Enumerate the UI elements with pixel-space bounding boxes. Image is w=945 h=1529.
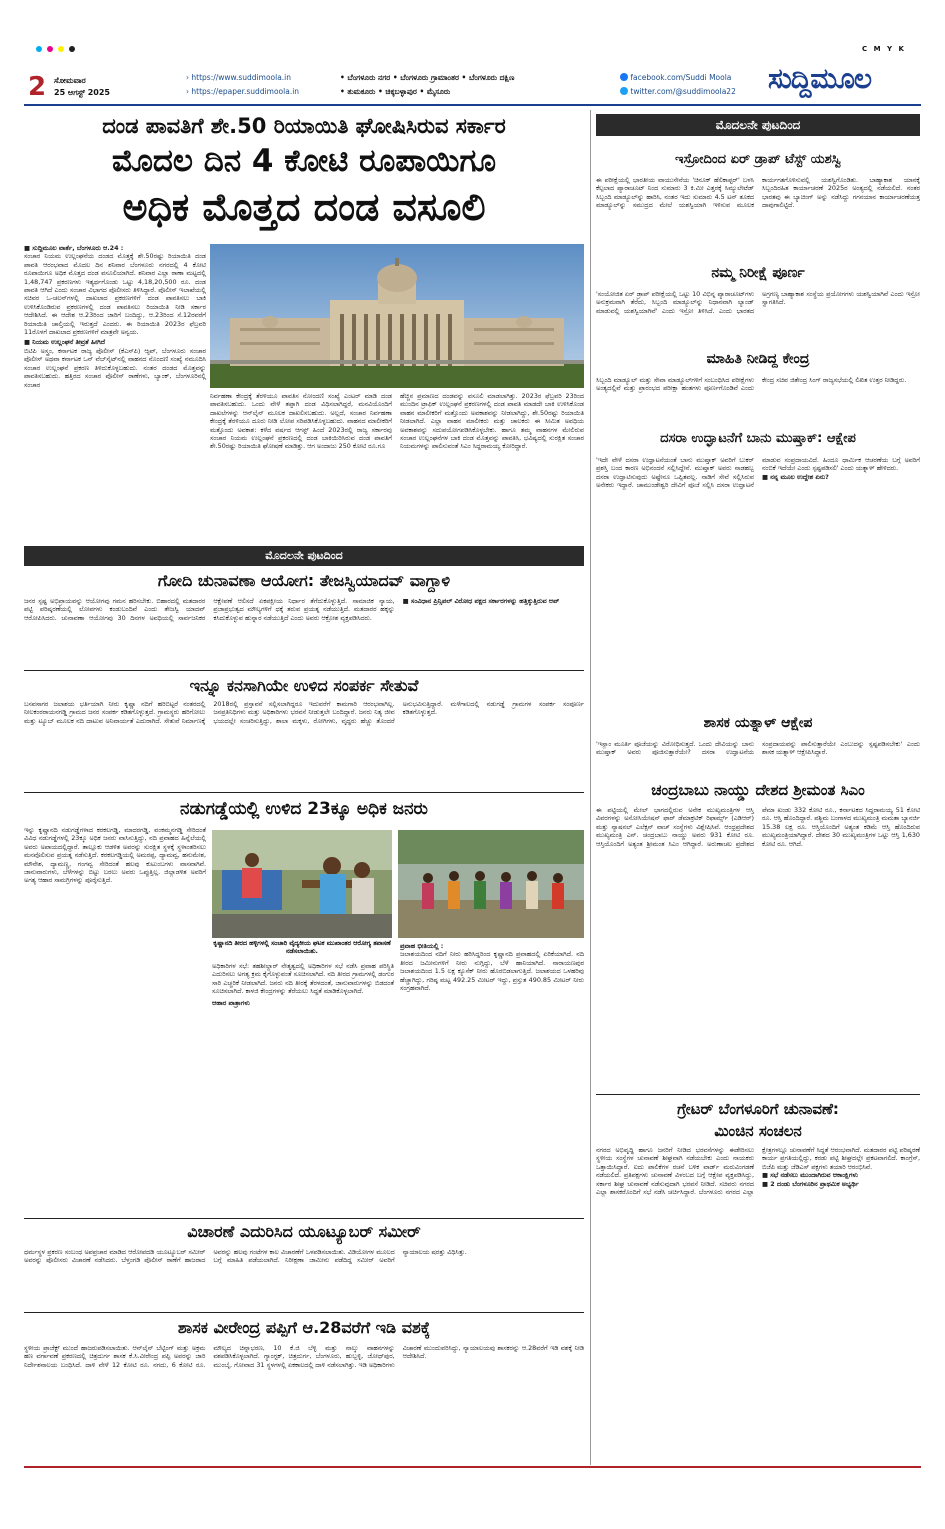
story7-rule (596, 1094, 920, 1095)
cmyk-dot-cyan (36, 46, 42, 52)
facebook-link[interactable]: facebook.com/Suddi Moola (620, 71, 736, 85)
epaper-link[interactable]: › https://epaper.suddimoola.in (186, 87, 300, 96)
story1-title: ಇಸ್ರೋದಿಂದ ಏರ್ ಡ್ರಾಪ್ ಟೆಸ್ಟ್ ಯಶಸ್ವಿ (675, 152, 841, 167)
section4-photo-caption: ಕೃಷ್ಣಾನದಿ ತೀರದ ಹಳ್ಳಿಗಳಲ್ಲಿ ಸಂಚಾರಿ ವೈದ್ಯಕೀಯ ಘಟಕ ಮುಖಾಂತರ ಆರೋಗ್ಯ ತಪಾಸಣೆ ನಡೆಸಲಾಯಿತು. (213, 940, 391, 955)
story7-title: ಗ್ರೇಟರ್ ಬೆಂಗಳೂರಿಗೆ ಚುನಾವಣೆ: (677, 1100, 839, 1118)
story4-body: 'ಇದೇ ವೇಳೆ ದಸರಾ ಉದ್ಘಾಟನೆಯಂತೆ ಬಾನು ಮುಷ್ತಾಕ್ ಅವರಿಗೆ ಬುಕರ್ ಪ್ರಶಸ್ತಿ ಬಂದ ಕಾರಣ ಅಭಿನಂದನೆ ಸಲ್ಲಿಸಿದ್ದೇನೆ. ಮುಷ್ತಾಕ್ ಅವರು ನಾಡಹಬ್ಬ ದಸರಾ ಉದ್ಘಾಟಿಸುವುದು ಅಷ್ಟೇನೂ ಒಪ್ಪಿತವಲ್ಲ. ನಾಡಿಗೆ ಸೇವೆ ಸಲ್ಲಿಸಿರುವ ಅನೇಕರು ಇದ್ದಾರೆ. ಚಾಮುಂಡೇಶ್ವರಿ ದೇವಿಗೆ ಪೂಜೆ ಸಲ್ಲಿಸಿ ದಸರಾ ಉದ್ಘಾಟನೆ ಮಾಡುವ ಸಂಪ್ರದಾಯವಿದೆ. ಹಿಂದೂ ಧಾರ್ಮಿಕ ಆಚರಣೆಯ ಬಗ್ಗೆ ಅವರಿಗೆ ನಂಬಿಕೆ ಇದೆಯೇ ಎಂದು ಸ್ಪಷ್ಟಪಡಿಸಲಿ' ಎಂದು ಯತ್ನಾಳ್ ಹೇಳಿದರು. (596, 456, 920, 490)
story5-title: ಶಾಸಕ ಯತ್ನಾಳ್ ಆಕ್ಷೇಪ (703, 715, 813, 731)
story3-title: ಮಾಹಿತಿ ನೀಡಿದ್ದ ಕೇಂದ್ರ (706, 351, 810, 367)
story6-text: ಈ ಪಟ್ಟಿಯಲ್ಲಿ ಮೇಲ್ ಭಾಗದಲ್ಲಿರುವ ಅನೇಕ ಮುಖ್ಯಮಂತ್ರಿಗಳ ಆಸ್ತಿ ವಿವರಗಳನ್ನು ಅಸೋಸಿಯೇಷನ್ ಫಾರ್ ಡೆಮಾಕ್ರಟಿಕ್ ರಿಫಾರ್ಮ್ಸ್ (ಎಡಿಆರ್) ಮತ್ತು ನ್ಯಾಷನಲ್ ಎಲೆಕ್ಷನ್ ವಾಚ್ ಸಂಸ್ಥೆಗಳು ವಿಶ್ಲೇಷಿಸಿವೆ. ಆಂಧ್ರಪ್ರದೇಶದ ಮುಖ್ಯಮಂತ್ರಿ ಎನ್. ಚಂದ್ರಬಾಬು ನಾಯ್ಡು ಅವರು 931 ಕೋಟಿ ರೂ. ಆಸ್ತಿಯೊಂದಿಗೆ ಅತ್ಯಂತ ಶ್ರೀಮಂತ ಸಿಎಂ ಆಗಿದ್ದಾರೆ. ಅರುಣಾಚಲ ಪ್ರದೇಶದ ಪೆಮಾ ಖಂಡು 332 ಕೋಟಿ ರೂ., ಕರ್ನಾಟಕದ ಸಿದ್ದರಾಮಯ್ಯ 51 ಕೋಟಿ ರೂ. ಆಸ್ತಿ ಹೊಂದಿದ್ದಾರೆ. ಪಶ್ಚಿಮ ಬಂಗಾಳದ ಮುಖ್ಯಮಂತ್ರಿ ಮಮತಾ ಬ್ಯಾನರ್ಜಿ 15.38 ಲಕ್ಷ ರೂ. ಆಸ್ತಿಯೊಂದಿಗೆ ಅತ್ಯಂತ ಕಡಿಮೆ ಆಸ್ತಿ ಹೊಂದಿರುವ ಮುಖ್ಯಮಂತ್ರಿಯಾಗಿದ್ದಾರೆ. ದೇಶದ 30 ಮುಖ್ಯಮಂತ್ರಿಗಳ ಒಟ್ಟು ಆಸ್ತಿ 1,630 ಕೋಟಿ ರೂ. ಆಗಿದೆ. (596, 806, 920, 848)
section2-sub: ■ ಸಂವಿಧಾನ ಪ್ರಿನ್ಸಿಪಲ್ ವಿರೋಧ ಪಕ್ಷದ ಸರ್ಕಾರಗಳನ್ನು ಹತ್ತಿಕ್ಕುತ್ತಿರುವ ಆಪ್ (402, 597, 560, 605)
section4-col2 (212, 962, 394, 1216)
bottom-rule (24, 1466, 921, 1468)
cmyk-dot-black (69, 46, 75, 52)
section2-body: ಜನರ ಸ್ಪಷ್ಟ ಅಭಿಪ್ರಾಯವನ್ನು ಆಯೋಗವು ಗಮನ ಹರಿಸಬೇಕು. ಬಿಹಾರದಲ್ಲಿ ಮತದಾರರ ಪಟ್ಟಿ ಪರಿಷ್ಕರಣೆಯಲ್ಲಿ ಲೋಪಗಳು ಕಂಡುಬಂದಿವೆ ಎಂದು ತೇಜಸ್ವಿ ಯಾದವ್ ಆರೋಪಿಸಿದರು. ಚುನಾವಣಾ ಆಯೋಗವು 30 ದಿನಗಳ ಅವಧಿಯಲ್ಲಿ ಸಾರ್ವಜನಿಕರ ಆಕ್ಷೇಪಣೆ ಆಲಿಸದೆ ಏಕಪಕ್ಷೀಯ ನಿರ್ಧಾರ ತೆಗೆದುಕೊಳ್ಳುತ್ತಿದೆ. ಸಾಮಾಜಿಕ ನ್ಯಾಯ, ಪ್ರಜಾಪ್ರಭುತ್ವದ ಮೌಲ್ಯಗಳಿಗೆ ಧಕ್ಕೆ ತರುವ ಪ್ರಯತ್ನ ನಡೆಯುತ್ತಿದೆ. ಮತದಾರರ ಹಕ್ಕನ್ನು ಕಸಿದುಕೊಳ್ಳುವ ಹುನ್ನಾರ ನಡೆಯುತ್ತಿದೆ ಎಂದು ಅವರು ಆಕ್ರೋಶ ವ್ಯಕ್ತಪಡಿಸಿದರು. (24, 597, 395, 622)
lead-headline-1: ಮೊದಲ ದಿನ 4 ಕೋಟಿ ರೂಪಾಯಿಗೂ (111, 143, 496, 179)
newspaper-logo: ಸುದ್ದಿಮೂಲ (768, 62, 872, 95)
page-number: 2 (28, 72, 47, 102)
lead-subhead: ■ ನಿಯಮ ಉಲ್ಲಂಘನೆ ತೀವ್ರತೆ ಹೀಗಿದೆ (24, 338, 106, 347)
section4-rule (24, 1218, 584, 1219)
story7-sub2: ■ 2 ದಂಡು ಬೆಂಗಳೂರಿನ ಪ್ರಾಥಮಿಕ ಅಭ್ಯರ್ಥಿ (762, 1179, 859, 1188)
section3-text: ಬಸವಸಾಗರ ಜಲಾಶಯ ಭರ್ತಿಯಾಗಿ ನೀರು ಕೃಷ್ಣಾ ನದಿಗೆ ಹರಿಬಿಟ್ಟರೆ ನಂತರದಲ್ಲಿ ನೀಲಕಂಠರಾಯನಗಡ್ಡಿ ಗ್ರಾಮದ ಜನರ ಸಂಪರ್ಕ ಕಡಿತಗೊಳ್ಳುತ್ತದೆ. ಗ್ರಾಮಸ್ಥರು ಹರಿಗೋಲು ಮತ್ತು ಟ್ಯೂಬ್ ಮೂಲಕ ನದಿ ದಾಟುವ ಅನಿವಾರ್ಯತೆ ಎದುರಾಗಿದೆ. ಸೇತುವೆ ನಿರ್ಮಾಣಕ್ಕೆ 2018ರಲ್ಲಿ ಪ್ರಸ್ತಾವನೆ ಸಲ್ಲಿಸಲಾಗಿದ್ದರೂ ಇದುವರೆಗೆ ಕಾಮಗಾರಿ ಆರಂಭವಾಗಿಲ್ಲ. ಜನಪ್ರತಿನಿಧಿಗಳು ಮತ್ತು ಅಧಿಕಾರಿಗಳು ಭರವಸೆ ನೀಡುತ್ತಲೇ ಬಂದಿದ್ದಾರೆ. ಜನರು ನಿತ್ಯ ಜೀವ ಭಯದಲ್ಲೇ ಸಂಚರಿಸುತ್ತಿದ್ದು, ಶಾಲಾ ಮಕ್ಕಳು, ರೋಗಿಗಳು, ವೃದ್ಧರು ಹೆಚ್ಚು ತೊಂದರೆ ಅನುಭವಿಸುತ್ತಿದ್ದಾರೆ. ಮಳೆಗಾಲದಲ್ಲಿ ನಡುಗಡ್ಡೆ ಗ್ರಾಮಗಳ ಸಂಪರ್ಕ ಸಂಪೂರ್ಣ ಕಡಿತಗೊಳ್ಳುತ್ತದೆ. (24, 700, 584, 725)
section4-col2-text: ಅಧಿಕಾರಿಗಳ ಸಭೆ: ತಹಶೀಲ್ದಾರ್ ನೇತೃತ್ವದಲ್ಲಿ ಅಧಿಕಾರಿಗಳ ಸಭೆ ನಡೆಸಿ ಪ್ರವಾಹ ಪರಿಸ್ಥಿತಿ ಎದುರಿಸಲು ಅಗತ್ಯ ಕ್ರಮ ಕೈಗೊಳ್ಳುವಂತೆ ಸೂಚಿಸಲಾಗಿದೆ. ನದಿ ತೀರದ ಗ್ರಾಮಗಳಲ್ಲಿ ಡಂಗುರ ಸಾರಿ ಎಚ್ಚರಿಕೆ ನೀಡಲಾಗಿದೆ. ಜನರು ನದಿ ತೀರಕ್ಕೆ ತೆರಳದಂತೆ, ಜಾನುವಾರುಗಳನ್ನು ಬಿಡದಂತೆ ಸೂಚಿಸಲಾಗಿದೆ. ಕಾಳಜಿ ಕೇಂದ್ರಗಳನ್ನು ತೆರೆಯಲು ಸಿದ್ಧತೆ ಮಾಡಿಕೊಳ್ಳಲಾಗಿದೆ. (212, 962, 394, 996)
section2-text (24, 597, 584, 667)
section4-col3-text: ಜಲಾಶಯದಿಂದ ನದಿಗೆ ನೀರು ಹರಿಸಿದ್ದರಿಂದ ಕೃಷ್ಣಾನದಿ ಪ್ರವಾಹದಲ್ಲಿ ಏರಿಕೆಯಾಗಿದೆ. ನದಿ ತೀರದ ಜಮೀನುಗಳಿಗೆ ನೀರು ನುಗ್ಗಿದ್ದು, ಬೆಳೆ ಹಾನಿಯಾಗಿದೆ. ನಾರಾಯಣಪುರ ಜಲಾಶಯದಿಂದ 1.5 ಲಕ್ಷ ಕ್ಯೂಸೆಕ್ ನೀರು ಹೊರಬಿಡಲಾಗುತ್ತಿದೆ. ಜಲಾಶಯದ ಒಳಹರಿವು ಹೆಚ್ಚಾಗಿದ್ದು, ಗರಿಷ್ಠ ಮಟ್ಟ 492.25 ಮೀಟರ್ ಇದ್ದು, ಪ್ರಸ್ತುತ 490.85 ಮೀಟರ್ ನೀರು ಸಂಗ್ರಹವಾಗಿದೆ. (400, 950, 584, 993)
section3-title: ಇನ್ನೂ ಕನಸಾಗಿಯೇ ಉಳಿದ ಸಂಪರ್ಕ ಸೇತುವೆ (189, 676, 419, 695)
date-block (54, 75, 110, 99)
lead-col1-text: ಸಂಚಾರ ನಿಯಮ ಉಲ್ಲಂಘನೆಯ ದಂಡದ ಮೊತ್ತಕ್ಕೆ ಶೇ.50ರಷ್ಟು ರಿಯಾಯಿತಿ ದಂಡ ಪಾವತಿ ಆರಂಭವಾದ ಮೊದಲ ದಿನ ಶನಿವಾರ ಬೆಂಗಳೂರು ನಗರದಲ್ಲಿ 4 ಕೋಟಿ ರೂಪಾಯಿಗೂ ಅಧಿಕ ಮೊತ್ತದ ದಂಡ ವಸೂಲಿಯಾಗಿದೆ. ಶನಿವಾರ ಎಲ್ಲಾ ಠಾಣಾ ಮಟ್ಟದಲ್ಲಿ 1,48,747 ಪ್ರಕರಣಗಳು ಇತ್ಯರ್ಥಗೊಂಡು ಒಟ್ಟು 4,18,20,500 ರೂ. ದಂಡ ಪಾವತಿ ಆಗಿದೆ ಎಂದು ಸಂಚಾರ ವಿಭಾಗದ ಪೊಲೀಸರು ತಿಳಿಸಿದ್ದಾರೆ. ಪೊಲೀಸ್ ಇಲಾಖೆಯಲ್ಲಿ ಸಚಿವರ ಒ-ಚಲನ್‌ಗಳಲ್ಲಿ ದಾಖಲಾದ ಪ್ರಕರಣಗಳಿಗೆ ದಂಡ ಪಾವತಿಸಲು ಬಾಕಿ ಉಳಿಸಿಕೊಂಡಿರುವ ಪ್ರಕರಣಗಳಲ್ಲಿ ದಂಡ ಪಾವತಿಸಲು ರಿಯಾಯಿತಿ ನೀಡಿ ಸರ್ಕಾರ ಆದೇಶಿಸಿದೆ. ಈ ಆದೇಶ ಆ.23ರಿಂದ ಜಾರಿಗೆ ಬಂದಿದ್ದು, ಆ.23ರಿಂದ ಸೆ.12ರವರೆಗೆ ರಿಯಾಯಿತಿ ಚಾಲ್ತಿಯಲ್ಲಿ ಇರುತ್ತದೆ ಎಂದರು. ಈ ರಿಯಾಯಿತಿ 2023ರ ಫೆಬ್ರವರಿ 11ರೊಳಗೆ ದಾಖಲಾದ ಪ್ರಕರಣಗಳಿಗೆ ಮಾತ್ರವೇ ಅನ್ವಯ. (24, 252, 206, 337)
section4-col1: ಇನ್ನು ಕೃಷ್ಣಾನದಿ ನಡುಗಡ್ಡೆಗಳಾದ ಕರಕಲಗಡ್ಡಿ, ಮಾದರಗಡ್ಡಿ, ವಂಕಮ್ಮನಗಡ್ಡಿ ಸೇರಿದಂತೆ ವಿವಿಧ ನಡುಗಡ್ಡೆಗಳಲ್ಲಿ 23ಕ್ಕೂ ಅಧಿಕ ಜನರು ವಾಸಿಸುತ್ತಿದ್ದು, ನದಿ ಪ್ರವಾಹದ ಹಿನ್ನೆಲೆಯಲ್ಲಿ ಅವರು ಅಪಾಯದಲ್ಲಿದ್ದಾರೆ. ತಾಲ್ಲೂಕು ಆಡಳಿತ ಅವರನ್ನು ಸುರಕ್ಷಿತ ಸ್ಥಳಕ್ಕೆ ಸ್ಥಳಾಂತರಿಸಲು ಮನವೊಲಿಸುವ ಪ್ರಯತ್ನ ನಡೆಸುತ್ತಿದೆ. ಕರಕಲಗಡ್ಡಿಯಲ್ಲಿ ಅಮರಪ್ಪ, ದ್ಯಾಮವ್ವ, ಹನುಮೇಶ, ಮೌನೇಶ, ದ್ಯಾಮಣ್ಣ, ಗಂಗವ್ವ ಸೇರಿದಂತೆ ಹಲವು ಕುಟುಂಬಗಳು ವಾಸವಾಗಿವೆ. ಜಾನುವಾರುಗಳು, ಬೆಳೆಗಳನ್ನು ಬಿಟ್ಟು ಬರಲು ಅವರು ಒಪ್ಪುತ್ತಿಲ್ಲ. ಜಿಲ್ಲಾಡಳಿತ ಅವರಿಗೆ ಅಗತ್ಯ ಆಹಾರ ಸಾಮಗ್ರಿಗಳನ್ನು ಪೂರೈಸುತ್ತಿದೆ. (24, 826, 206, 885)
medical-camp-photo (212, 830, 392, 938)
twitter-icon (620, 87, 628, 95)
section4-col2-sub: ಆಹಾರ ಪಾತ್ರಾಗಳು (212, 998, 250, 1007)
edition-cities (340, 71, 514, 99)
section2-band: ಮೊದಲನೇ ಪುಟದಿಂದ (24, 546, 584, 566)
story4-sub: ■ ನನ್ನ ಮೂಲ ಉದ್ದೇಶ ಏನು? (762, 472, 829, 481)
lead-column-1 (24, 244, 206, 534)
twitter-link[interactable]: twitter.com/@suddimoola22 (620, 85, 736, 99)
section4-col3 (400, 942, 584, 1216)
section5-title: ವಿಚಾರಣೆ ಎದುರಿಸಿದ ಯೂಟ್ಯೂಬರ್ ಸಮೀರ್ (187, 1222, 421, 1241)
story2-text: 'ಸಂಯೋಜಿತ ಏರ್ ಡ್ರಾಪ್ ಪರೀಕ್ಷೆಯಲ್ಲಿ ಒಟ್ಟು 10 ವಿಭಿನ್ನ ಪ್ಯಾರಾಚೂಟ್‌ಗಳು ಅನುಕ್ರಮವಾಗಿ ತೆರೆದು, ಸಿಬ್ಬಂದಿ ಮಾಡ್ಯೂಲ್‌ನ್ನು ನಿಧಾನವಾಗಿ ಲ್ಯಾಂಡ್ ಮಾಡುವಲ್ಲಿ ಯಶಸ್ವಿಯಾಗಿವೆ' ಎಂದು ಇಸ್ರೋ ತಿಳಿಸಿದೆ. ಎಂದು ಭಾರತದ ಅಗ್ರಗಣ್ಯ ಬಾಹ್ಯಾಕಾಶ ಸಂಸ್ಥೆಯ ಪ್ರಯೋಗಗಳು ಯಶಸ್ವಿಯಾಗಿವೆ ಎಂದು ಇಸ್ರೋ ಸ್ವಾಗತಿಸಿದೆ. (596, 290, 920, 315)
right-band: ಮೊದಲನೇ ಪುಟದಿಂದ (596, 114, 920, 136)
cmyk-label: C M Y K (862, 45, 906, 53)
column-divider (590, 110, 591, 1465)
lead-kicker: ದಂಡ ಪಾವತಿಗೆ ಶೇ.50 ರಿಯಾಯಿತಿ ಘೋಷಿಸಿರುವ ಸರ್ಕಾರ (102, 114, 506, 138)
cities-row2: • ತುಮಕೂರು • ಚಿಕ್ಕಬಳ್ಳಾಪುರ • ಮೈಸೂರು (340, 87, 451, 96)
section2-rule (24, 670, 584, 671)
section5-text: ಧರ್ಮಸ್ಥಳ ಪ್ರಕರಣ ಸಂಬಂಧ ಅಪಪ್ರಚಾರ ಮಾಡಿದ ಆರೋಪದಡಿ ಯೂಟ್ಯೂಬರ್ ಸಮೀರ್ ಅವರನ್ನು ಪೊಲೀಸರು ವಿಚಾರಣೆ ನಡೆಸಿದರು. ಬೆಳ್ತಂಗಡಿ ಪೊಲೀಸ್ ಠಾಣೆಗೆ ಹಾಜರಾದ ಅವರನ್ನು ಹಲವು ಗಂಟೆಗಳ ಕಾಲ ವಿಚಾರಣೆಗೆ ಒಳಪಡಿಸಲಾಯಿತು. ವಿಡಿಯೋಗಳ ಮೂಲದ ಬಗ್ಗೆ ಮಾಹಿತಿ ಪಡೆಯಲಾಗಿದೆ. ನಿರೀಕ್ಷಣಾ ಜಾಮೀನು ಪಡೆದಿದ್ದ ಸಮೀರ್ ಅವರಿಗೆ ನ್ಯಾಯಾಲಯ ಷರತ್ತು ವಿಧಿಸಿತ್ತು. (24, 1248, 467, 1265)
story7-text (596, 1146, 920, 1456)
story2-title: ನಮ್ಮ ನಿರೀಕ್ಷೆ ಪೂರ್ಣ (711, 265, 805, 281)
website-link[interactable]: › https://www.suddimoola.in (186, 73, 292, 82)
lead-column-3: ಹೆಚ್ಚಿನ ಪ್ರಮಾಣದ ದಂಡವನ್ನು ವಸೂಲಿ ಮಾಡಲಾಗಿತ್ತು. 2023ರ ಫೆಬ್ರವರಿ 23ರಿಂದ ಮುಂದಿನ ಟ್ರಾಫಿಕ್ ಉಲ್ಲಂಘನೆ ಪ್ರಕರಣಗಳಲ್ಲಿ ದಂಡ ಪಾವತಿ ಮಾಡದೇ ಬಾಕಿ ಉಳಿಸಿಕೊಂಡ ವಾಹನ ಮಾಲೀಕರಿಗೆ ಮತ್ತೊಂದು ಅವಕಾಶವನ್ನು ನೀಡಲಾಗಿದ್ದು, ಶೇ.50ರಷ್ಟು ರಿಯಾಯಿತಿ ನೀಡಲಾಗಿದೆ. ಎಲ್ಲಾ ವಾಹನ ಮಾಲೀಕರು ಮತ್ತು ಚಾಲಕರು ಈ ಸೀಮಿತ ಅವಧಿಯ ಅವಕಾಶವನ್ನು ಸದುಪಯೋಗಪಡಿಸಿಕೊಳ್ಳಬೇಕು. ಹಾಗೂ ತಮ್ಮ ವಾಹನಗಳ ಮೇಲಿರುವ ಸಂಚಾರ ಉಲ್ಲಂಘನೆಗಳ ಬಾಕಿ ದಂಡ ಮೊತ್ತವನ್ನು ಪಾವತಿಸಿ, ಭವಿಷ್ಯದಲ್ಲಿ ಸುರಕ್ಷಿತ ಸಂಚಾರ ನಿಯಮಗಳನ್ನು ಪಾಲಿಸುವಂತೆ ಸಿಎಂ ಸಿದ್ದರಾಮಯ್ಯ ಕೋರಿದ್ದಾರೆ. (400, 392, 584, 451)
story1-text: ಈ ಪರೀಕ್ಷೆಯಲ್ಲಿ ಭಾರತೀಯ ವಾಯುಸೇನೆಯ 'ಚಿನೂಕ್ ಹೆಲಿಕಾಪ್ಟರ್' ಬಳಸಿ ಕೆಲ್ಪಲಾದ ಪ್ಯಾರಾಚೂಟ್ ನಿಂದ ಸುಮಾರು 3 ಕಿ.ಮೀ ಎತ್ತರಕ್ಕೆ ಸಿಮ್ಯುಲೇಟೆಡ್ ಸಿಬ್ಬಂದಿ ಮಾಡ್ಯೂಲ್‌ನ್ನು ಹಾರಿಸಿ, ನಂತರ ಇದು ಸುಮಾರು 4.5 ಟನ್ ತೂಕದ ಮಾಡ್ಯೂಲ್‌ನ್ನು ಸಮುದ್ರದ ಮೇಲೆ ಯಶಸ್ವಿಯಾಗಿ ಇಳಿಸುವ ಮೂಲಕ ಕಾರ್ಯಗತಗೊಳಿಸುವಲ್ಲಿ ಯಶಸ್ವಿಗೊಂಡಿತು. ಬಾಹ್ಯಾಕಾಶ ಯಾನಕ್ಕೆ ಸಿಬ್ಬಂದಿರಹಿತ ಕಾರ್ಯಾಚರಣೆ 2025ರ ಅಂತ್ಯದಲ್ಲಿ ನಡೆಯಲಿದೆ. ನಂತರ ಭಾರತವು ಈ ಬ್ಯಾಚಿಂಗ್ ಅನ್ನು ನಡೆಸಿದ್ದು ಗಗನಯಾನ ಕಾರ್ಯಾಚರಣೆಯತ್ತ ದಾಪುಗಾಲಿಟ್ಟಿದೆ. (596, 176, 920, 210)
web-links (186, 71, 299, 99)
social-links (620, 71, 736, 99)
lead-col1-tail: ಬಿಟಿಪಿ ಅಸ್ತ್ರಂ, ಕರ್ನಾಟಕ ರಾಜ್ಯ ಪೊಲೀಸ್ (ಕೆಎಸ್‌ಪಿ) ಆ್ಯಪ್, ಬೆಂಗಳೂರು ಸಂಚಾರ ಪೊಲೀಸ್ ಅಥವಾ ಕರ್ನಾಟಕ ಒನ್ ವೆಬ್‌ಸೈಟ್‌ನಲ್ಲಿ ವಾಹನದ ನೊಂದಣಿ ಸಂಖ್ಯೆ ನಮೂದಿಸಿ ಸಂಚಾರ ಉಲ್ಲಂಘನೆ ಪ್ರಕರಣ ತಿಳಿದುಕೊಳ್ಳಬಹುದು. ನಂತರ ದಂಡದ ಮೊತ್ತವನ್ನು ಪಾವತಿಸಬಹುದು. ಹತ್ತಿರದ ಸಂಚಾರ ಪೊಲೀಸ್ ಠಾಣೆಗಳು, ಬ್ಯಾಂಕ್, ಬೆಂಗಳೂರಿನಲ್ಲಿ ಸಂಚಾರ (24, 346, 206, 389)
lead-dateline: ■ ಸುದ್ದಿಮೂಲ ವಾರ್ತೆ, ಬೆಂಗಳೂರು ಆ.24 : (24, 244, 124, 252)
story4-text (596, 456, 920, 706)
story6-title: ಚಂದ್ರಬಾಬು ನಾಯ್ಡು ದೇಶದ ಶ್ರೀಮಂತ ಸಿಎಂ (651, 781, 865, 799)
section6-text: ಸ್ಥಳೀಯ ಪ್ರಾಜೆಕ್ಟ್ ಮುಂದೆ ಹಾಜರುಪಡಿಸಲಾಯಿತು. ಆನ್‌ಲೈನ್ ಬೆಟ್ಟಿಂಗ್ ಮತ್ತು ಅಕ್ರಮ ಹಣ ವರ್ಗಾವಣೆ ಪ್ರಕರಣದಲ್ಲಿ ಚಿತ್ರದುರ್ಗ ಶಾಸಕ ಕೆ.ಸಿ.ವೀರೇಂದ್ರ ಪಪ್ಪಿ ಅವರನ್ನು ಜಾರಿ ನಿರ್ದೇಶನಾಲಯ ಬಂಧಿಸಿದೆ. ದಾಳಿ ವೇಳೆ 12 ಕೋಟಿ ರೂ. ನಗದು, 6 ಕೋಟಿ ರೂ. ಮೌಲ್ಯದ ಚಿನ್ನಾಭರಣ, 10 ಕೆ.ಜಿ ಬೆಳ್ಳಿ ಮತ್ತು ನಾಲ್ಕು ವಾಹನಗಳನ್ನು ವಶಪಡಿಸಿಕೊಳ್ಳಲಾಗಿದೆ. ಗ್ಯಾಂಗ್ಟಕ್, ಚಿತ್ರದುರ್ಗ, ಬೆಂಗಳೂರು, ಹುಬ್ಬಳ್ಳಿ, ಜೋಧ್‌ಪುರ, ಮುಂಬೈ, ಗೋವಾದ 31 ಸ್ಥಳಗಳಲ್ಲಿ ಏಕಕಾಲದಲ್ಲಿ ದಾಳಿ ನಡೆಸಲಾಗಿತ್ತು. ಇಡಿ ಅಧಿಕಾರಿಗಳು ವಿಚಾರಣೆ ಮುಂದುವರಿಸಿದ್ದು, ನ್ಯಾಯಾಲಯವು ಶಾಸಕರನ್ನು ಆ.28ವರೆಗೆ ಇಡಿ ವಶಕ್ಕೆ ನೀಡಿ ಆದೇಶಿಸಿದೆ. (24, 1344, 584, 1369)
story5-text: 'ಇಸ್ಲಾಂ ಮೂರ್ತಿ ಪೂಜೆಯನ್ನು ವಿರೋಧಿಸುತ್ತದೆ. ಒಂದು ದೇವಿಯನ್ನು ಬಾನು ಮುಷ್ತಾಕ್ ಅವರು ಪೂಜಿಸುತ್ತಾರೆಯೇ? ದಸರಾ ಉದ್ಘಾಟನೆಯ ಸಂಪ್ರದಾಯವನ್ನು ಪಾಲಿಸುತ್ತಾರೆಯೇ ಎಂಬುದನ್ನು ಸ್ಪಷ್ಟಪಡಿಸಬೇಕು' ಎಂದು ಶಾಸಕ ಯತ್ನಾಳ್ ಆಕ್ಷೇಪಿಸಿದ್ದಾರೆ. (596, 740, 920, 757)
story3-text: ಸಿಬ್ಬಂದಿ ಮಾಡ್ಯೂಲ್ ಮತ್ತು ಸೇವಾ ಮಾಡ್ಯೂಲ್‌ಗಳಿಗೆ ಸಂಬಂಧಿಸಿದ ಪರೀಕ್ಷೆಗಳು ಅಂತ್ಯದಲ್ಲಿವೆ ಮತ್ತು ಪ್ರಾರಂಭದ ಪರೀಕ್ಷಾ ಹಂತಗಳು ಪೂರ್ಣಗೊಂಡಿವೆ ಎಂದು ಕೇಂದ್ರ ಸಚಿವ ಜಿತೇಂದ್ರ ಸಿಂಗ್ ರಾಜ್ಯಸಭೆಯಲ್ಲಿ ಲಿಖಿತ ಉತ್ತರ ನೀಡಿದ್ದರು. (596, 376, 907, 393)
cmyk-dot-magenta (47, 46, 53, 52)
story7-title-2: ಮಿಂಚಿನ ಸಂಚಲನ (714, 1122, 802, 1140)
lead-headline-2: ಅಧಿಕ ಮೊತ್ತದ ದಂಡ ವಸೂಲಿ (122, 185, 486, 229)
section4-col3-sub: ಪ್ರವಾಹ ಭೀತಿಯಲ್ಲಿ : (400, 942, 444, 950)
flood-villagers-photo (398, 830, 584, 938)
story7-sub1: ■ ಸಭೆ ನಡೆಸಲು ಮುಂದಾಗಿರುವ ಆಕಾಂಕ್ಷಿಗಳು (762, 1171, 858, 1180)
date: 25 ಆಗಸ್ಟ್ 2025 (54, 88, 110, 97)
cities-row1: • ಬೆಂಗಳೂರು ನಗರ • ಬೆಂಗಳೂರು ಗ್ರಾಮಾಂತರ • ಬೆಂಗಳೂರು ದಕ್ಷಿಣ (340, 73, 515, 82)
section5-rule (24, 1312, 584, 1313)
cmyk-dot-yellow (58, 46, 64, 52)
story4-title: ದಸರಾ ಉದ್ಘಾಟನೆಗೆ ಬಾನು ಮುಷ್ತಾಕ್: ಆಕ್ಷೇಪ (660, 431, 856, 446)
section2-title: ಗೋದಿ ಚುನಾವಣಾ ಆಯೋಗ: ತೇಜಸ್ವಿಯಾದವ್ ವಾಗ್ದಾಳಿ (157, 571, 451, 590)
facebook-icon (620, 73, 628, 81)
masthead-rule (24, 104, 921, 106)
section6-title: ಶಾಸಕ ವೀರೇಂದ್ರ ಪಪ್ಪಿಗೆ ಆ.28ವರೆಗೆ ಇಡಿ ವಶಕ್ಕೆ (177, 1318, 431, 1337)
section3-rule (24, 792, 584, 793)
day: ಸೋಮವಾರ (54, 76, 86, 85)
lead-column-2: ನಿರ್ವಹಣಾ ಕೇಂದ್ರಕ್ಕೆ ತೆರಳಿಯೂ ಪಾವತಿಸ ನೋಂದಣಿ ಸಂಖ್ಯೆ ಎಂಟರ್ ಮಾಡಿ ದಂಡ ಪಾವತಿಸಬಹುದು. ಒಂದು ವೇಳೆ ತಪ್ಪಾಗಿ ದಂಡ ವಿಧಿಸಲಾಗಿದ್ದರೆ, ಮನವಿಯೊಂದಿಗೆ ದಾಖಲೆಗಳನ್ನು ಆನ್‌ಲೈನ್ ಮೂಲಕ ದಾಖಲಿಸಬಹುದು. ಅಲ್ಲದೆ, ಸಂಚಾರ ನಿರ್ವಹಣಾ ಕೇಂದ್ರಕ್ಕೆ ತೆರಳಿಯೂ ದೂರು ನೀಡಿ ಲೋಪ ಸರಿಪಡಿಸಿಕೊಳ್ಳಬಹುದು. ವಾಹನದ ಮಾಲೀಕರಿಗೆ ಮತ್ತೊಂದು ಅವಕಾಶ: ಕಳೆದ ವರ್ಷದ ಆಗಸ್ಟ್ ಹಿಂದೆ 2023ರಲ್ಲಿ ರಾಜ್ಯ ಸರ್ಕಾರವು ಸಂಚಾರ ನಿಯಮ ಉಲ್ಲಂಘನೆ ಪ್ರಕರಣದಲ್ಲಿ ದಂಡ ಬಾಕಿಯಿರಿಸಿರುವ ದಂಡ ಪಾವತಿಗೆ ಶೇ.50ರಷ್ಟು ರಿಯಾಯಿತಿ ಘೋಷಣೆ ಮಾಡಿತ್ತು. ಆಗ ಅಂದಾಜು 250 ಕೋಟಿ ರೂ.ಗೂ (210, 392, 392, 451)
story7-body: ನಗರದ ಅಭಿವೃದ್ಧಿ ಹಾಗೂ ಜನರಿಗೆ ನೀಡಿದ ಭರವಸೆಗಳನ್ನು ಈಡೇರಿಸಲು ಸ್ಥಳೀಯ ಸಂಸ್ಥೆಗಳ ಚುನಾವಣೆ ಶೀಘ್ರವಾಗಿ ನಡೆಯಬೇಕು ಎಂದು ನಾಯಕರು ಒತ್ತಾಯಿಸಿದ್ದಾರೆ. ಐದು ಪಾಲಿಕೆಗಳ ರಚನೆ ಬಳಿಕ ವಾರ್ಡ್ ಮರುವಿಂಗಡಣೆ ನಡೆಯಲಿದೆ. ಪ್ರತಿಪಕ್ಷಗಳು ಚುನಾವಣೆ ವಿಳಂಬದ ಬಗ್ಗೆ ಆಕ್ಷೇಪ ವ್ಯಕ್ತಪಡಿಸಿದ್ದು, ಸರ್ಕಾರ ಶೀಘ್ರ ಚುನಾವಣೆ ನಡೆಸುವುದಾಗಿ ಭರವಸೆ ನೀಡಿದೆ. ಸಚಿವರು ನಗರದ ಎಲ್ಲಾ ಶಾಸಕರೊಂದಿಗೆ ಸಭೆ ನಡೆಸಿ ಚರ್ಚಿಸಿದ್ದಾರೆ. ಬೆಂಗಳೂರು ನಗರದ ಎಲ್ಲಾ ಕ್ಷೇತ್ರಗಳಲ್ಲೂ ಚುನಾವಣೆಗೆ ಸಿದ್ಧತೆ ಆರಂಭವಾಗಿದೆ. ಮತದಾರರ ಪಟ್ಟಿ ಪರಿಷ್ಕರಣೆ ಕಾರ್ಯ ಪ್ರಗತಿಯಲ್ಲಿದ್ದು, ಕರಡು ಪಟ್ಟಿ ಶೀಘ್ರದಲ್ಲೇ ಪ್ರಕಟವಾಗಲಿದೆ. ಕಾಂಗ್ರೆಸ್, ಬಿಜೆಪಿ ಮತ್ತು ಜೆಡಿಎಸ್ ಪಕ್ಷಗಳು ತಯಾರಿ ಆರಂಭಿಸಿವೆ. (596, 1146, 920, 1197)
section4-title: ನಡುಗಡ್ಡೆಯಲ್ಲಿ ಉಳಿದ 23ಕ್ಕೂ ಅಧಿಕ ಜನರು (180, 799, 428, 819)
vidhana-soudha-photo (210, 244, 584, 388)
